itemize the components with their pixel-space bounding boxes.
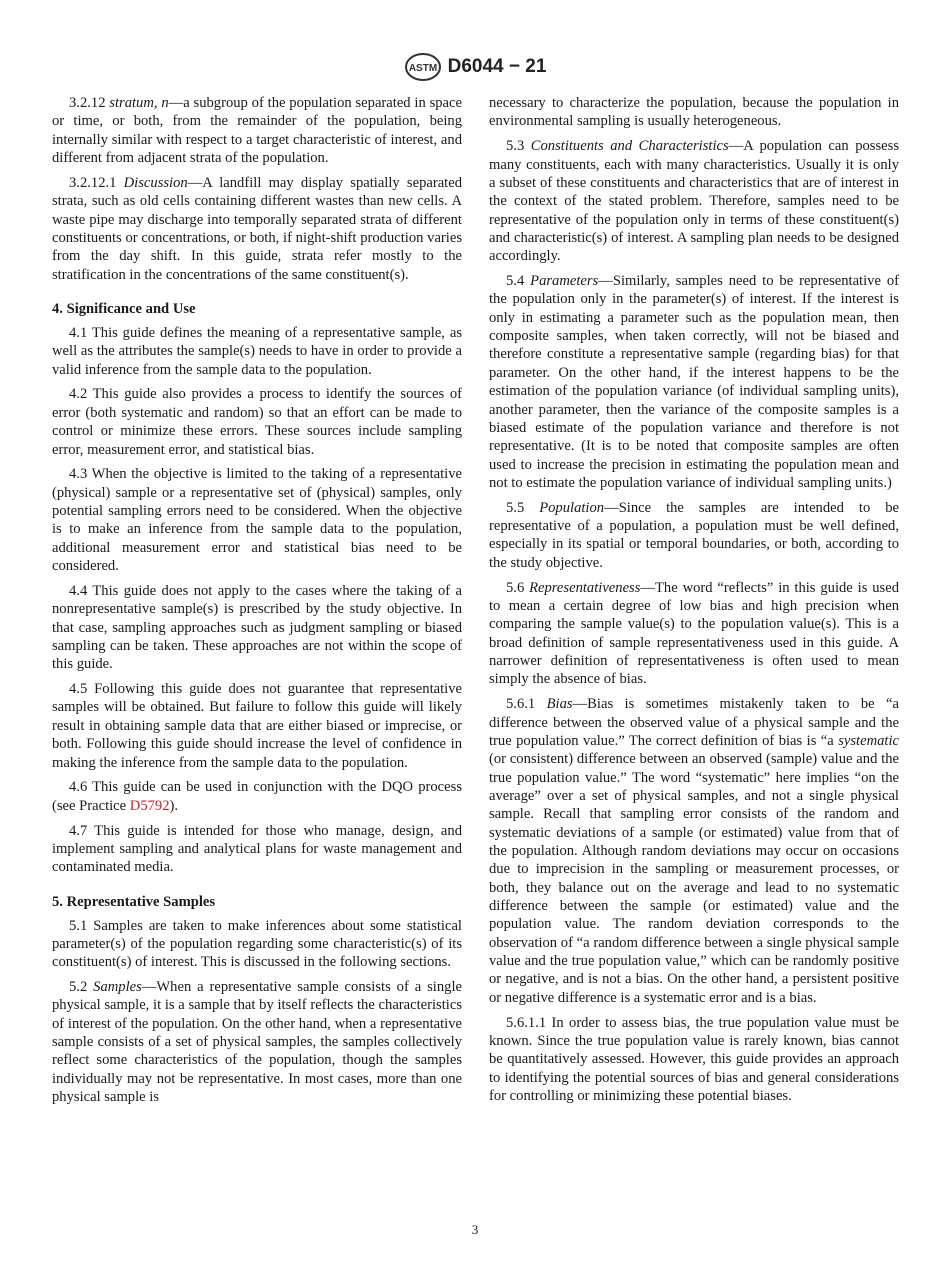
page-header bbox=[0, 52, 950, 82]
italic-term: stratum, n bbox=[109, 95, 169, 111]
text-run: 5.4 bbox=[506, 273, 531, 290]
paragraph bbox=[52, 978, 462, 1106]
svg-text:ASTM: ASTM bbox=[408, 63, 437, 74]
text-run: 5.2 bbox=[69, 979, 94, 996]
text-run: 5.6 bbox=[506, 579, 530, 596]
page-number: 3 bbox=[471, 1222, 479, 1237]
text-run: —When a representative sample consists of a single physical sample, it is a sample that by itself reflects the characteristics of interest of the population. On the other hand, when a representative sample consists of a set of physical samples, the samples collectively reflect some characteristics of the population, though the samples individually may not be representative. In most cases, more than one physical sample is bbox=[52, 979, 462, 1106]
text-run: (or consistent) difference between an observed (sample) value and the true population value.” The word “systematic” here implies “on the average” over a set of physical samples, and not a single physical sample. Recall that sampling error consists of the random and systematic deviations of a sample (or estimated) value from that of the population. Although random deviations may occur on occasions due to imprecision in the sampling or measurement processes, or both, they balance out on the average and lead to no systematic difference between the sample (or estimated) value and the population value. The random deviation corresponds to the observation of “a random difference between a single physical sample value and the true population value,” which can be randomly positive or negative, and is not a bias. On the other hand, a persistent positive or negative difference is a systematic error and is a bias. bbox=[489, 751, 899, 1006]
paragraph bbox=[52, 174, 462, 284]
paragraph bbox=[52, 465, 462, 575]
paragraph bbox=[489, 137, 899, 265]
right-column bbox=[489, 94, 899, 1112]
paragraph bbox=[52, 778, 462, 815]
text-run: —A population can possess many constituents, each with many characteristics. Usually it is only a subset of these constituents and characteristics that are of interest in the context of the stated problem. Therefore, samples need to be representative of the population only in terms of these constituent(s) and characteristic(s) of interest. A sampling plan needs to be designed accordingly. bbox=[489, 138, 899, 265]
text-run: ). bbox=[169, 797, 179, 814]
paragraph bbox=[52, 582, 462, 674]
italic-term: Samples bbox=[93, 979, 142, 996]
left-column bbox=[52, 94, 462, 1113]
paragraph bbox=[489, 499, 899, 572]
text-run: 4.1 This guide defines the meaning of a representative sample, as well as the attributes the sample(s) needs to have in order to provide a valid inference from the sample data to the population. bbox=[52, 324, 462, 378]
italic-term: systematic bbox=[838, 732, 899, 749]
italic-term: Parameters bbox=[530, 273, 599, 290]
text-run: 3.2.12 bbox=[69, 95, 110, 111]
document-id: D6044 − 21 bbox=[447, 56, 547, 77]
italic-term: Representativeness bbox=[529, 579, 641, 596]
italic-term: Bias bbox=[546, 696, 573, 713]
text-run: 4. Significance and Use bbox=[52, 300, 196, 317]
paragraph bbox=[489, 94, 899, 131]
paragraph bbox=[52, 917, 462, 972]
text-run: 4.7 This guide is intended for those who manage, design, and implement sampling and analytical plans for waste management and contaminated media. bbox=[52, 822, 462, 876]
text-run: 5. Representative Samples bbox=[52, 893, 216, 910]
astm-logo-icon bbox=[404, 52, 442, 82]
paragraph bbox=[489, 1014, 899, 1106]
italic-term: Constituents and Characteristics bbox=[530, 138, 729, 155]
text-run: 5.1 Samples are taken to make inferences about some statistical parameter(s) of the population regarding some characteristic(s) of its constituent(s) of interest. This is discussed in the following sections. bbox=[52, 917, 462, 971]
text-run: 4.2 This guide also provides a process to identify the sources of error (both systematic and random) so that an effort can be made to control or minimize these errors. These sources include sampling error, measurement error, and statistical bias. bbox=[52, 386, 462, 458]
paragraph bbox=[489, 272, 899, 492]
text-run: —Similarly, samples need to be representative of the population only in the parameter(s) of interest. If the interest is only in estimating a parameter such as the population mean, then composite samples, when taken correctly, will not be biased and therefore constitute a representative sample (regarding bias) for that parameter. On the other hand, if the interest happens to be the estimation of the population variance (of individual sampling units), another parameter, then the variance of the composite samples is a biased estimate of the population variance and therefore is not representative. (It is to be noted that composite samples are often used to increase the precision in estimating the population mean and not to estimate the population variance of individual sampling units.) bbox=[489, 273, 899, 491]
text-run: —The word “reflects” in this guide is used to mean a certain degree of low bias and high precision when comparing the sample value(s) to the population value(s). This is a broad definition of sample representativeness used in this guide. A narrower definition of representativeness is often used to mean simply the absence of bias. bbox=[489, 579, 899, 688]
paragraph bbox=[52, 385, 462, 458]
text-run: —Bias is sometimes mistakenly taken to be “a difference between the observed value of a physical sample and the true population value.” The correct definition of bias is “a bbox=[489, 696, 899, 749]
paragraph bbox=[52, 680, 462, 772]
paragraph bbox=[489, 579, 899, 689]
text-run: —a subgroup of the population separated in space or time, or both, from the remainder of the population, being internally similar with respect to a target characteristic of interest, and different from adjacent strata of the population. bbox=[52, 95, 462, 167]
text-run: necessary to characterize the population, because the population in environmental sampling is usually heterogeneous. bbox=[489, 95, 899, 130]
text-run: 3.2.12.1 bbox=[69, 174, 124, 191]
text-run: 4.6 This guide can be used in conjunction with the DQO process (see Practice bbox=[52, 779, 462, 814]
italic-term: Population bbox=[539, 499, 605, 516]
text-run: 4.5 Following this guide does not guarantee that representative samples will be obtained. But failure to follow this guide will likely result in obtaining sample data that are either biased or imprecise, or both. Following this guide should increase the level of confidence in making the inference from the sample data to the population. bbox=[52, 681, 462, 771]
section-heading bbox=[52, 300, 462, 318]
reference-link[interactable]: D5792 bbox=[129, 797, 170, 814]
text-run: 4.3 When the objective is limited to the taking of a representative (physical) sample or a representative set of (physical) samples, only potential sampling errors need to be considered. When the objective is to make an inference from the sample data to the population, additional measurement error and statistical bias need to be considered. bbox=[52, 466, 462, 575]
paragraph bbox=[52, 822, 462, 877]
paragraph bbox=[52, 94, 462, 167]
text-run: —Since the samples are intended to be representative of a population, a population must be well defined, especially in its spatial or temporal boundaries, or both, according to the study objective. bbox=[489, 499, 899, 571]
text-run: 5.6.1 bbox=[506, 696, 547, 713]
paragraph bbox=[489, 695, 899, 1007]
text-run: 5.5 bbox=[506, 499, 540, 516]
paragraph bbox=[52, 324, 462, 379]
text-run: 5.6.1.1 In order to assess bias, the true population value must be known. Since the true population value is rarely known, bias cannot be quantitatively assessed. However, this guide provides an approach to identifying the potential sources of bias and general considerations for controlling or minimizing these potential biases. bbox=[489, 1014, 899, 1104]
italic-term: Discussion bbox=[123, 174, 188, 191]
text-run: —A landfill may display spatially separated strata, such as old cells containing different wastes than new cells. A waste pipe may discharge into temporally separated strata of different constituents or concentrations, or both, if night-shift production varies from the day shift. In this guide, strata refer mostly to the stratification in the concentrations of the same constituent(s). bbox=[52, 174, 463, 283]
text-run: 4.4 This guide does not apply to the cases where the taking of a nonrepresentative sample(s) is prescribed by the study objective. In that case, sampling approaches such as judgment sampling or biased sampling can be taken. These approaches are not within the scope of this guide. bbox=[52, 582, 462, 673]
section-heading bbox=[52, 893, 462, 911]
text-run: 5.3 bbox=[506, 138, 531, 155]
